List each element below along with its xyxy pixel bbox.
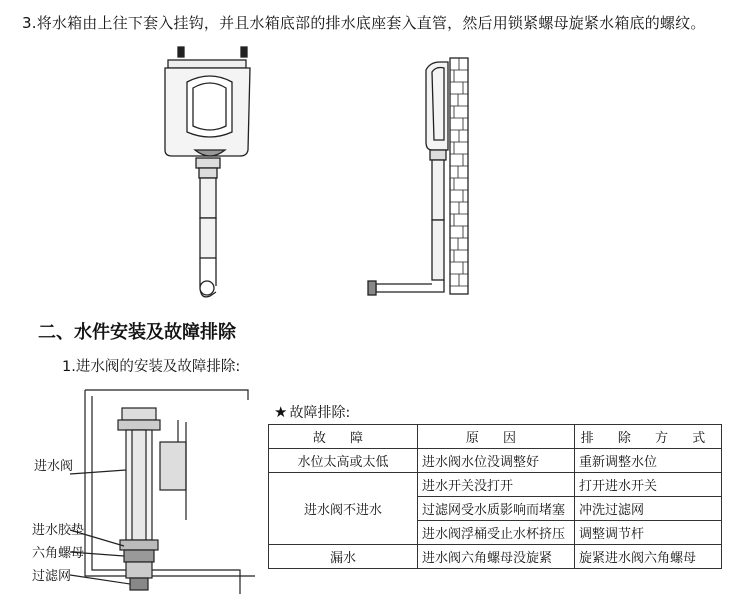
fix-cell: 旋紧进水阀六角螺母 bbox=[575, 545, 722, 569]
fault-cell: 漏水 bbox=[269, 545, 418, 569]
table-header-row bbox=[269, 425, 722, 449]
table-row bbox=[269, 473, 722, 497]
label-hex-nut: 六角螺母 bbox=[32, 546, 85, 561]
fault-cell: 进水阀不进水 bbox=[269, 473, 418, 545]
cause-cell: 进水开关没打开 bbox=[418, 473, 575, 497]
table-row bbox=[269, 545, 722, 569]
step3-instruction: 3.将水箱由上往下套入挂钩，并且水箱底部的排水底座套入直管，然后用锁紧螺母旋紧水箱底的螺纹。 bbox=[22, 14, 706, 32]
troubleshooting-label: 故障排除: bbox=[289, 405, 351, 421]
fix-cell: 打开进水开关 bbox=[575, 473, 722, 497]
tank-front-view bbox=[165, 47, 250, 297]
cause-cell: 进水阀六角螺母没旋紧 bbox=[418, 545, 575, 569]
section-title: 二、水件安装及故障排除 bbox=[38, 322, 236, 343]
header-fault: 故 障 bbox=[269, 425, 418, 449]
cause-cell: 进水阀水位没调整好 bbox=[418, 449, 575, 473]
header-cause: 原 因 bbox=[418, 425, 575, 449]
fault-cell: 水位太高或太低 bbox=[269, 449, 418, 473]
tank-side-view bbox=[368, 58, 468, 295]
table-row bbox=[269, 449, 722, 473]
cause-cell: 进水阀浮桶受止水杯挤压 bbox=[418, 521, 575, 545]
inlet-valve-diagram bbox=[70, 390, 255, 594]
label-gasket: 进水胶垫 bbox=[32, 523, 85, 538]
troubleshooting-table bbox=[268, 424, 722, 569]
header-fix: 排 除 方 式 bbox=[575, 425, 722, 449]
cause-cell: 过滤网受水质影响而堵塞 bbox=[418, 497, 575, 521]
star-icon: ★ bbox=[274, 403, 288, 421]
fix-cell: 调整调节杆 bbox=[575, 521, 722, 545]
fix-cell: 冲洗过滤网 bbox=[575, 497, 722, 521]
label-inlet-valve: 进水阀 bbox=[34, 459, 74, 474]
label-filter: 过滤网 bbox=[32, 569, 72, 584]
fix-cell: 重新调整水位 bbox=[575, 449, 722, 473]
subsection-title: 1.进水阀的安装及故障排除: bbox=[62, 359, 241, 375]
troubleshooting-title bbox=[274, 402, 350, 422]
